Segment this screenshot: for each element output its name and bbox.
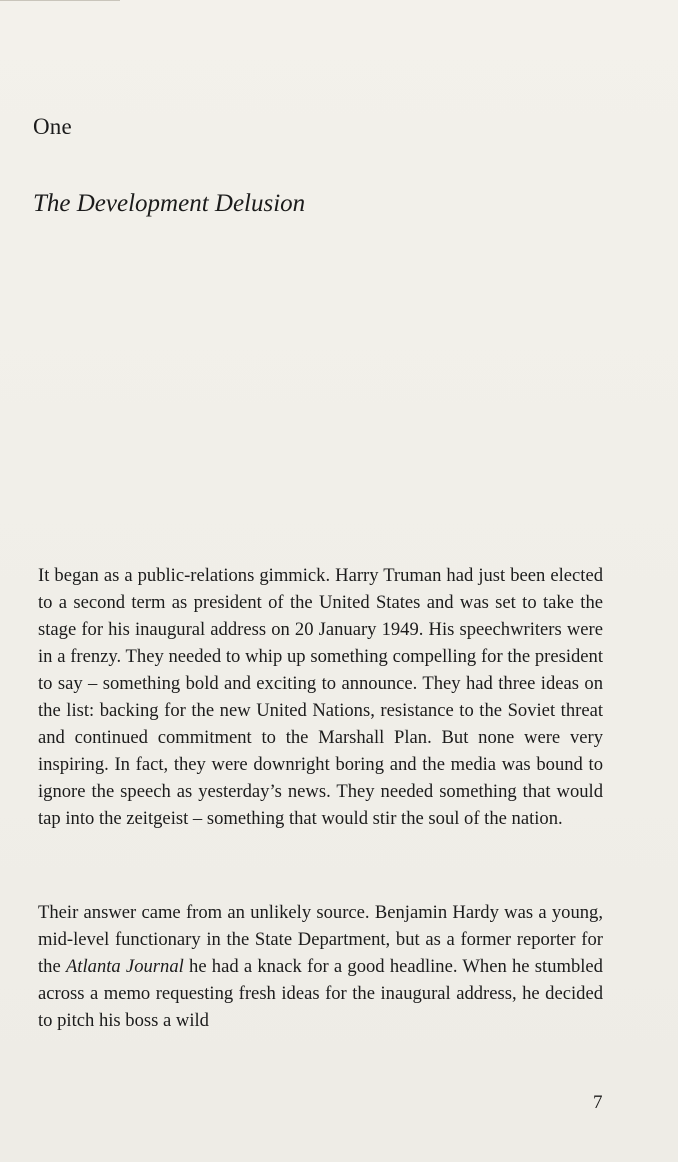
paragraph-2-text-start: Their answer came from an unlikely source. Benjamin Hardy was a young, mid-level functionary in the State Department, but as a former reporter for the	[38, 902, 603, 977]
page-number: 7	[593, 1092, 603, 1113]
top-edge-rule	[0, 0, 120, 1]
chapter-number: One	[33, 114, 72, 139]
paragraph-2-text-end: he had a knack for a good headline. When he stumbled across a memo requesting fresh ideas for the inaugural address, he decided to pitch his boss a wild	[38, 956, 603, 1031]
chapter-title: The Development Delusion	[33, 190, 306, 217]
body-paragraph-2	[38, 899, 603, 1034]
newspaper-title: Atlanta Journal	[65, 956, 184, 977]
body-paragraph-1: It began as a public-relations gimmick. Harry Truman had just been elected to a second term as president of the United States and was set to take the stage for his inaugural address on 20 January 1949. His speechwriters were in a frenzy. They needed to whip up something compelling for the president to say – something bold and exciting to announce. They had three ideas on the list: backing for the new United Nations, resistance to the Soviet threat and continued commitment to the Marshall Plan. But none were very inspiring. In fact, they were downright boring and the media was bound to ignore the speech as yesterday’s news. They needed something that would tap into the zeitgeist – something that would stir the soul of the nation.	[38, 565, 603, 829]
